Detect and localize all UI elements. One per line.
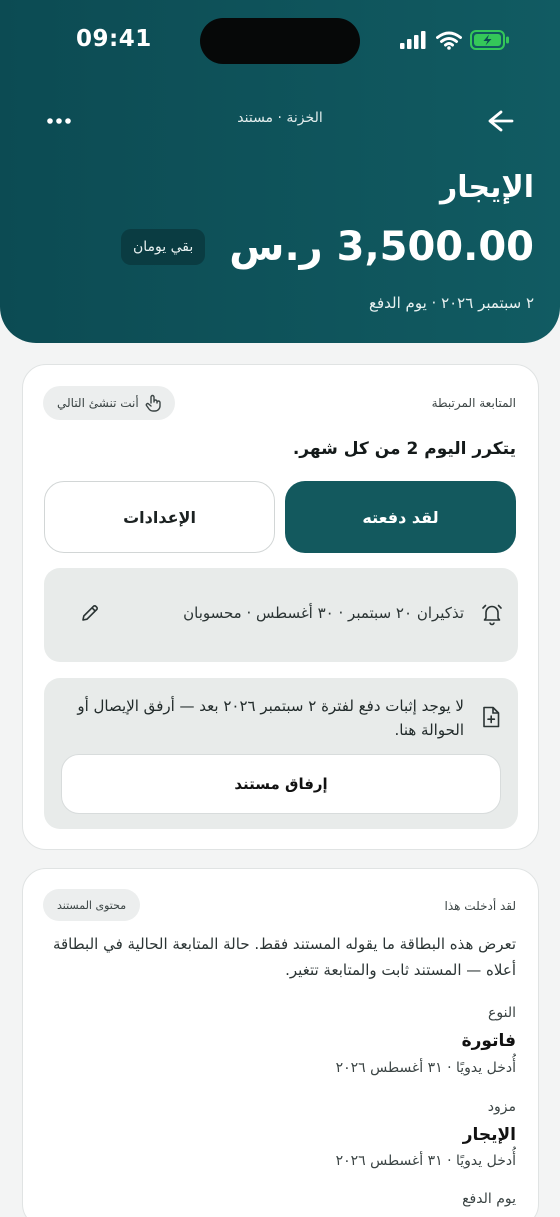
reminder-text: تذكيران ٢٠ سبتمبر · ٣٠ أغسطس · محسوبان	[183, 604, 464, 622]
recurrence-text: يتكرر اليوم 2 من كل شهر.	[292, 439, 516, 459]
battery-icon	[470, 30, 510, 50]
creator-chip	[43, 386, 175, 420]
nav-bar	[0, 100, 560, 142]
header	[0, 0, 560, 343]
bell-icon	[480, 602, 504, 626]
payment-proof-panel	[44, 678, 518, 829]
file-plus-icon	[482, 706, 500, 728]
chip-label: محتوى المستند	[57, 898, 127, 912]
more-icon	[47, 118, 71, 124]
settings-button[interactable]: الإعدادات	[44, 481, 275, 553]
more-button[interactable]	[42, 104, 76, 138]
breadcrumb: الخزنة · مستند	[237, 110, 323, 126]
chip-label: أنت تنشئ التالي	[57, 396, 139, 410]
due-date-line: ٢ سبتمبر ٢٠٢٦ · يوم الدفع	[369, 294, 534, 312]
mark-paid-button[interactable]: لقد دفعته	[285, 481, 516, 553]
wifi-icon	[436, 31, 462, 50]
reminder-panel	[44, 568, 518, 662]
currency: ر.س	[229, 224, 323, 270]
attach-document-button[interactable]: إرفاق مستند	[61, 754, 501, 814]
field-label-type: النوع	[488, 1005, 516, 1021]
status-bar	[0, 0, 560, 84]
field-meta-provider: أُدخل يدويًا · ٣١ أغسطس ٢٠٢٦	[335, 1153, 516, 1169]
amount-row	[121, 224, 534, 270]
document-card	[22, 868, 539, 1217]
amount-value: 3,500.00	[336, 224, 534, 270]
status-time: 09:41	[76, 26, 152, 52]
signal-icon	[400, 31, 428, 49]
pencil-icon[interactable]	[80, 603, 100, 623]
content-chip	[43, 889, 140, 921]
hand-tap-icon	[145, 394, 161, 412]
card-description: تعرض هذه البطاقة ما يقوله المستند فقط. حالة المتابعة الحالية في البطاقة أعلاه — المستند ثابت والمتابعة تتغير.	[52, 935, 516, 979]
followup-card	[22, 364, 539, 850]
dynamic-island	[200, 18, 360, 64]
field-label-provider: مزود	[487, 1099, 516, 1115]
field-value-provider: الإيجار	[462, 1125, 516, 1145]
field-value-type: فاتورة	[461, 1031, 516, 1051]
page-title: الإيجار	[439, 170, 534, 205]
proof-text: لا يوجد إثبات دفع لفترة ٢ سبتمبر ٢٠٢٦ بعد — أرفق الإيصال أو الحوالة هنا.	[77, 697, 464, 739]
field-meta-type: أُدخل يدويًا · ٣١ أغسطس ٢٠٢٦	[335, 1060, 516, 1076]
field-label-due-day: يوم الدفع	[462, 1191, 516, 1207]
status-icons	[400, 30, 510, 50]
days-left-badge: بقي يومان	[121, 229, 205, 265]
card-label: لقد أدخلت هذا	[444, 899, 516, 913]
card-label: المتابعة المرتبطة	[431, 396, 516, 410]
amount	[229, 224, 534, 270]
